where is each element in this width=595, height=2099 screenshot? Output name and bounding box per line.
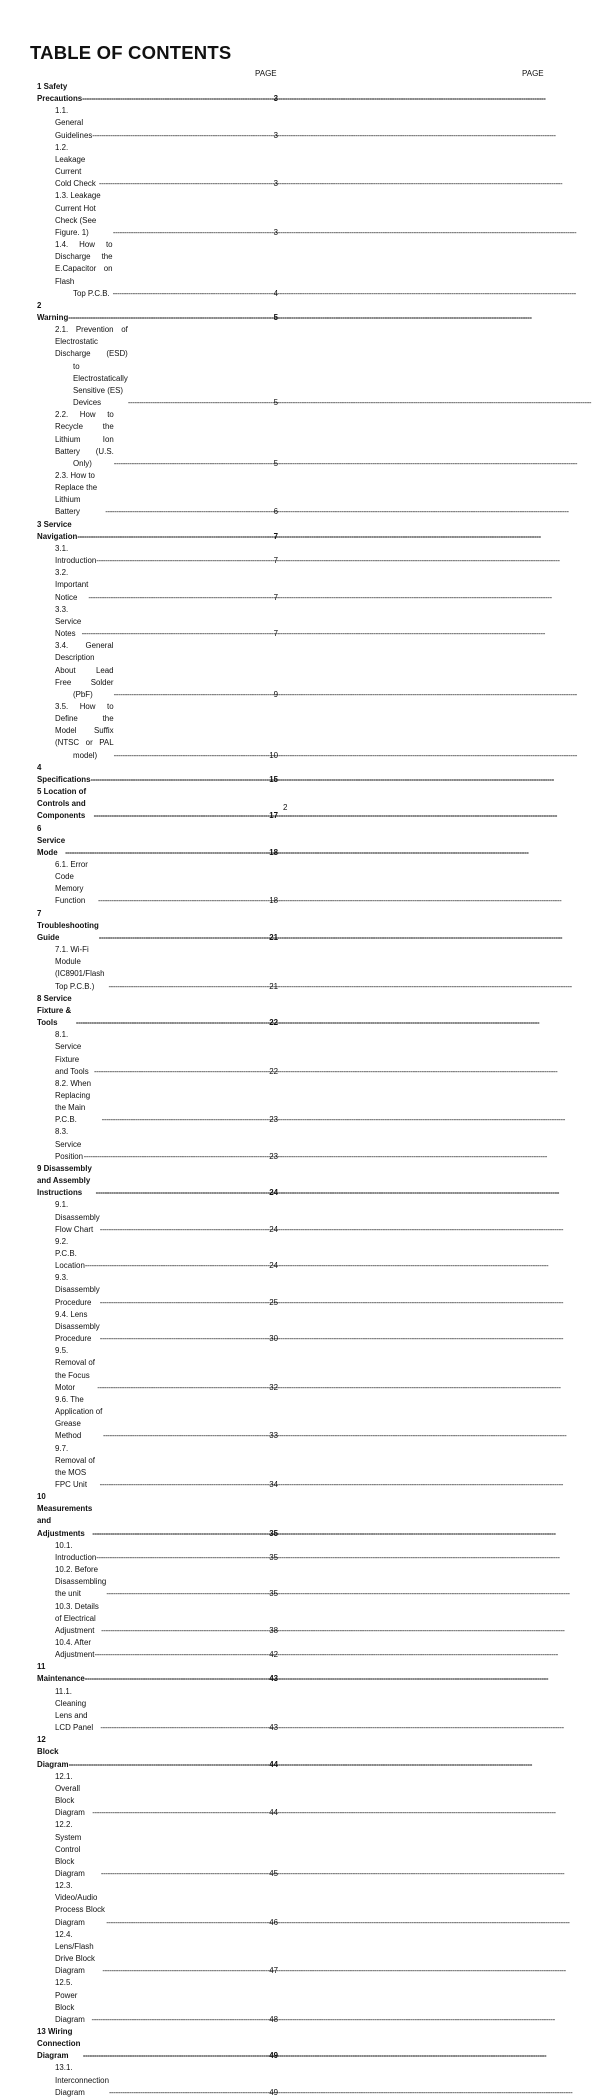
dot-leader [101, 1625, 268, 1637]
toc-entry-title: 3.3. Service Notes [55, 604, 82, 639]
toc-entry-page-number: 46 [269, 1917, 278, 1927]
toc-entry-title: 2.1. Prevention of Electrostatic Discharge (ESD) [55, 325, 128, 359]
toc-entry-label [37, 81, 82, 105]
toc-entry-title: 13.1. Interconnection Diagram [55, 2063, 109, 2097]
toc-entry-label [37, 823, 65, 859]
toc-entry-title: 2 Warning [37, 300, 69, 322]
dot-leader [100, 1722, 268, 1734]
toc-entry[interactable] [37, 1661, 278, 1685]
toc-entry-title: 1.1. General Guidelines [55, 106, 93, 140]
toc-entry[interactable] [37, 1637, 278, 1661]
toc-entry[interactable] [37, 543, 278, 567]
toc-entry-page-number: 43 [269, 1723, 278, 1733]
toc-entry-page-number: 49 [269, 2051, 278, 2061]
toc-entry-page-number: 24 [269, 1224, 278, 1234]
toc-entry-label [55, 1394, 103, 1443]
toc-entry-title: 10 Measurements and Adjustments [37, 1492, 93, 1538]
toc-entry-label [37, 993, 76, 1029]
dot-leader [109, 2087, 268, 2099]
toc-entry-page-number: 44 [269, 1808, 278, 1818]
toc-entry-page-number: 7 [273, 629, 278, 639]
toc-entry[interactable] [37, 701, 278, 762]
toc-entry-label [55, 142, 99, 191]
dot-leader [96, 1187, 269, 1199]
toc-entry-label [55, 859, 98, 908]
toc-entry[interactable] [37, 1734, 278, 1770]
toc-entry-label [55, 1564, 106, 1600]
toc-entry-page-number: 30 [269, 1334, 278, 1344]
toc-entry-page-number: 42 [269, 1650, 278, 1660]
toc-entry[interactable] [37, 640, 278, 701]
toc-entry-page-number: 4 [273, 288, 278, 298]
toc-entry-label [55, 567, 88, 603]
toc-entry-page-number: 35 [269, 1528, 278, 1538]
toc-entry-page-number: 23 [269, 1151, 278, 1161]
dot-leader [105, 506, 272, 518]
toc-entry-page-number: 23 [269, 1115, 278, 1125]
toc-entry[interactable] [37, 567, 278, 603]
toc-entry[interactable] [37, 409, 278, 470]
toc-entry-page-number: 32 [269, 1382, 278, 1392]
dot-leader [92, 1807, 268, 1819]
dot-leader [68, 312, 272, 324]
dot-leader [100, 1479, 269, 1491]
toc-entry-title: 9.1. Disassembly Flow Chart [55, 1200, 100, 1234]
toc-entry-title: 3.4. General Description About Lead Free Solder [55, 641, 114, 687]
toc-entry-label [55, 1686, 100, 1735]
toc-entry[interactable] [37, 324, 278, 409]
toc-entry-label [55, 1236, 85, 1272]
toc-entry-title-continuation: model) [73, 750, 98, 760]
toc-entry-title: 3.1. Introduction [55, 543, 97, 566]
page-title: TABLE OF CONTENTS [30, 42, 232, 63]
toc-entry-title: 7 Troubleshooting Guide [37, 908, 99, 942]
toc-entry[interactable] [37, 1540, 278, 1564]
dot-leader [114, 750, 269, 762]
toc-entry-title: 9.5. Removal of the Focus Motor [55, 1346, 95, 1392]
toc-entry-title: 1.4. How to Discharge the E.Capacitor on Flash [55, 240, 113, 286]
toc-entry-title: 6.1. Error Code Memory Function [55, 860, 88, 906]
dot-leader [96, 1552, 268, 1564]
toc-entry[interactable] [37, 1491, 278, 1540]
toc-entry-page-number: 21 [269, 932, 278, 942]
toc-entry-label [55, 470, 105, 519]
toc-entry-title: 10.1. Introduction [55, 1540, 97, 1562]
dot-leader [82, 628, 273, 640]
toc-entry[interactable] [37, 1029, 278, 1078]
page-column-header-right: PAGE [522, 69, 544, 78]
dot-leader [103, 1430, 268, 1442]
dot-leader [100, 1224, 269, 1236]
dot-leader [85, 1673, 268, 1685]
toc-entry[interactable] [37, 1443, 278, 1492]
toc-entry-page-number: 5 [273, 398, 278, 408]
toc-entry[interactable] [37, 1564, 278, 1600]
page-column-header-left: PAGE [255, 69, 277, 78]
toc-entry-label [55, 1272, 100, 1308]
dot-leader [106, 1588, 268, 1600]
toc-entry[interactable] [37, 519, 278, 543]
dot-leader [99, 178, 273, 190]
toc-entry-page-number: 25 [269, 1297, 278, 1307]
toc-entry-title: 12.5. Power Block Diagram [55, 1978, 85, 2024]
toc-entry-page-number: 7 [273, 592, 278, 602]
toc-entry-title: 12.4. Lens/Flash Drive Block Diagram [55, 1929, 95, 1976]
toc-entry-label [55, 1601, 101, 1637]
toc-entry-page-number: 3 [273, 179, 278, 189]
toc-entry-title: 9.2. P.C.B. Location [55, 1236, 85, 1271]
toc-entry-page-number: 45 [269, 1868, 278, 1878]
toc-entry-title: 12.1. Overall Block Diagram [55, 1771, 85, 1818]
toc-entry-page-number: 21 [269, 981, 278, 991]
footer-page-number: 2 [283, 803, 288, 812]
toc-entry[interactable] [37, 1126, 278, 1162]
toc-entry-title: 11.1. Cleaning Lens and LCD Panel [55, 1686, 94, 1733]
toc-entry-title: 8.2. When Replacing the Main P.C.B. [55, 1078, 91, 1125]
toc-entry-label [55, 1880, 106, 1929]
toc-entry-label [37, 1734, 69, 1770]
toc-entry[interactable] [37, 823, 278, 859]
dot-leader [100, 1333, 269, 1345]
dot-leader [90, 774, 268, 786]
toc-entry-title: 4 Specifications [37, 762, 91, 784]
toc-entry-page-number: 49 [269, 2087, 278, 2097]
dot-leader [102, 1114, 269, 1126]
toc-entry-title: 11 Maintenance [37, 1662, 85, 1684]
toc-entry-label [55, 1309, 100, 1345]
toc-entry-title: 8 Service Fixture & Tools [37, 993, 72, 1028]
toc-entry-label [55, 1443, 100, 1492]
dot-leader [65, 847, 268, 859]
dot-leader [94, 1649, 268, 1661]
toc-entry[interactable] [37, 1977, 278, 2026]
toc-entry-title: 8.3. Service Position [55, 1127, 84, 1161]
toc-entry-label [55, 1819, 101, 1880]
dot-leader [91, 2014, 268, 2026]
dot-leader [128, 397, 273, 409]
toc-entry[interactable] [37, 2026, 278, 2062]
toc-entry-title: 1 Safety Precautions [37, 82, 83, 104]
toc-entry[interactable] [37, 1163, 278, 1199]
dot-leader [77, 531, 272, 543]
toc-entry-label [55, 944, 108, 993]
toc-entry-label [55, 324, 128, 409]
toc-entry[interactable] [37, 1078, 278, 1127]
toc-entry-label [55, 1345, 97, 1394]
dot-leader [92, 1528, 268, 1540]
toc-entry-label [55, 239, 113, 300]
toc-entry-title: 3.2. Important Notice [55, 568, 89, 602]
dot-leader [84, 1151, 269, 1163]
toc-entry-title: 5 Location of Controls and Components [37, 787, 87, 821]
toc-entry-title: 9.3. Disassembly Procedure [55, 1273, 100, 1307]
toc-entry-title: 7.1. Wi-Fi Module (IC8901/Flash Top P.C.B.) [55, 945, 105, 991]
toc-entry-page-number: 9 [273, 689, 278, 699]
toc-entry-title: 9.7. Removal of the MOS FPC Unit [55, 1443, 95, 1489]
toc-entry-page-number: 15 [269, 774, 278, 784]
toc-entry[interactable] [37, 1345, 278, 1394]
toc-entry-page-number: 34 [269, 1479, 278, 1489]
dot-leader [92, 130, 272, 142]
toc-entry-title: 1.2. Leakage Current Cold Check [55, 142, 96, 189]
toc-entry-page-number: 18 [269, 896, 278, 906]
toc-entry-title: 9 Disassembly and Assembly Instructions [37, 1163, 92, 1198]
toc-entry-page-number: 17 [269, 811, 278, 821]
dot-leader [85, 1260, 268, 1272]
toc-entry-label [55, 1637, 94, 1661]
toc-entry[interactable] [37, 1929, 278, 1978]
toc-entry-label [37, 2026, 83, 2062]
toc-entry-label [55, 1929, 102, 1978]
toc-entry[interactable] [37, 1309, 278, 1345]
toc-entry-page-number: 3 [273, 94, 278, 104]
toc-entry[interactable] [37, 1236, 278, 1272]
toc-entry[interactable] [37, 1272, 278, 1308]
toc-entry[interactable] [37, 1601, 278, 1637]
toc-entry-title: 1.3. Leakage Current Hot Check (See Figure. 1) [55, 191, 101, 237]
dot-leader [83, 2050, 268, 2062]
toc-entry-label [55, 1540, 96, 1564]
toc-entry[interactable] [37, 2062, 278, 2098]
toc-entry-label [55, 1029, 94, 1078]
toc-entry-label [37, 1491, 92, 1540]
toc-entry[interactable] [37, 993, 278, 1029]
toc-entry[interactable] [37, 470, 278, 519]
toc-entry-label [37, 786, 94, 822]
toc-entry[interactable] [37, 762, 278, 786]
toc-entry-page-number: 3 [273, 227, 278, 237]
dot-leader [114, 689, 273, 701]
dot-leader [98, 895, 268, 907]
toc-entry-page-number: 22 [269, 1066, 278, 1076]
dot-leader [113, 227, 273, 239]
toc-entry-page-number: 7 [273, 531, 278, 541]
toc-entry-title: 12.3. Video/Audio Process Block Diagram [55, 1881, 105, 1927]
toc-entry-title: 9.4. Lens Disassembly Procedure [55, 1309, 100, 1344]
toc-entry[interactable] [37, 859, 278, 908]
toc-entry[interactable] [37, 604, 278, 640]
toc-entry-title-continuation: Only) [73, 458, 92, 468]
toc-entry[interactable] [37, 1394, 278, 1443]
toc-entry-label [55, 543, 96, 567]
toc-entry[interactable] [37, 105, 278, 141]
toc-entry-label [55, 190, 113, 239]
toc-entry-page-number: 5 [273, 458, 278, 468]
toc-entry-label [55, 409, 114, 470]
toc-entry-label [37, 519, 77, 543]
dot-leader [101, 1868, 268, 1880]
toc-entry-page-number: 5 [273, 312, 278, 322]
toc-entry-label [37, 300, 68, 324]
toc-entry-label [55, 1199, 100, 1235]
toc-entry-title-continuation: (PbF) [73, 689, 93, 699]
toc-entry-page-number: 48 [269, 2014, 278, 2024]
dot-leader [100, 1297, 269, 1309]
toc-entry-title: 13 Wiring Connection Diagram [37, 2027, 81, 2061]
toc-entry-title: 10.2. Before Disassembling the unit [55, 1565, 107, 1599]
toc-entry-title-continuation: Top P.C.B. [73, 288, 110, 298]
toc-entry-label [55, 1977, 91, 2026]
toc-entry-page-number: 24 [269, 1188, 278, 1198]
toc-entry-title: 9.6. The Application of Grease Method [55, 1394, 103, 1441]
toc-entry-title: 2.3. How to Replace the Lithium Battery [55, 471, 98, 517]
toc-entry-page-number: 24 [269, 1261, 278, 1271]
toc-entry-page-number: 43 [269, 1674, 278, 1684]
toc-entry[interactable] [37, 142, 278, 191]
toc-entry-title: 10.4. After Adjustment [55, 1638, 95, 1660]
dot-leader [94, 1066, 268, 1078]
toc-entry-label [55, 1771, 92, 1820]
toc-entry-title: 3 Service Navigation [37, 519, 78, 541]
table-of-contents [37, 81, 278, 2099]
toc-entry-page-number: 38 [269, 1625, 278, 1635]
toc-entry-title: 6 Service Mode [37, 823, 66, 857]
dot-leader [99, 932, 268, 944]
toc-entry[interactable] [37, 190, 278, 239]
toc-entry[interactable] [37, 1686, 278, 1735]
dot-leader [69, 1759, 269, 1771]
toc-entry[interactable] [37, 1771, 278, 1820]
toc-entry-label [55, 1078, 102, 1127]
toc-entry-title: 8.1. Service Fixture and Tools [55, 1030, 89, 1076]
toc-entry[interactable] [37, 944, 278, 993]
toc-entry[interactable] [37, 1819, 278, 1880]
dot-leader [106, 1917, 268, 1929]
toc-entry-label [37, 1661, 85, 1685]
dot-leader [108, 981, 268, 993]
toc-entry[interactable] [37, 81, 278, 105]
toc-entry-page-number: 3 [273, 130, 278, 140]
toc-entry-label [55, 2062, 109, 2098]
dot-leader [88, 592, 272, 604]
toc-entry-page-number: 18 [269, 847, 278, 857]
toc-entry-label [55, 105, 92, 141]
toc-entry[interactable] [37, 908, 278, 944]
toc-entry[interactable] [37, 300, 278, 324]
toc-entry-page-number: 33 [269, 1431, 278, 1441]
toc-entry-page-number: 7 [273, 556, 278, 566]
toc-entry-label [37, 908, 99, 944]
toc-entry-title: 2.2. How to Recycle the Lithium Ion Battery (U.S. [55, 410, 114, 456]
toc-entry-title: 10.3. Details of Electrical Adjustment [55, 1601, 99, 1635]
toc-entry-page-number: 6 [273, 507, 278, 517]
dot-leader [76, 1017, 268, 1029]
dot-leader [82, 93, 272, 105]
toc-entry-page-number: 47 [269, 1966, 278, 1976]
dot-leader [113, 288, 273, 300]
dot-leader [97, 1382, 268, 1394]
toc-entry-label [37, 1163, 96, 1199]
toc-entry-label [55, 701, 114, 762]
toc-entry-page-number: 35 [269, 1589, 278, 1599]
toc-entry-title: 3.5. How to Define the Model Suffix (NTSC or PAL [55, 701, 114, 748]
toc-entry[interactable] [37, 1880, 278, 1929]
toc-entry[interactable] [37, 786, 278, 822]
dot-leader [96, 555, 272, 567]
toc-entry-label [37, 762, 90, 786]
toc-entry-label [55, 604, 82, 640]
dot-leader [102, 1965, 268, 1977]
toc-entry-label [55, 1126, 84, 1162]
toc-entry-title: 12.2. System Control Block Diagram [55, 1820, 85, 1878]
toc-entry-label [55, 640, 114, 701]
toc-entry-title: 12 Block Diagram [37, 1735, 69, 1769]
dot-leader [114, 458, 273, 470]
toc-entry[interactable] [37, 239, 278, 300]
dot-leader [94, 810, 269, 822]
toc-entry-title-continuation: to Electrostatically Sensitive (ES) Devices [73, 361, 128, 408]
toc-entry-page-number: 35 [269, 1552, 278, 1562]
toc-entry-page-number: 44 [269, 1759, 278, 1769]
toc-entry-page-number: 10 [269, 750, 278, 760]
toc-entry[interactable] [37, 1199, 278, 1235]
toc-entry-page-number: 22 [269, 1018, 278, 1028]
